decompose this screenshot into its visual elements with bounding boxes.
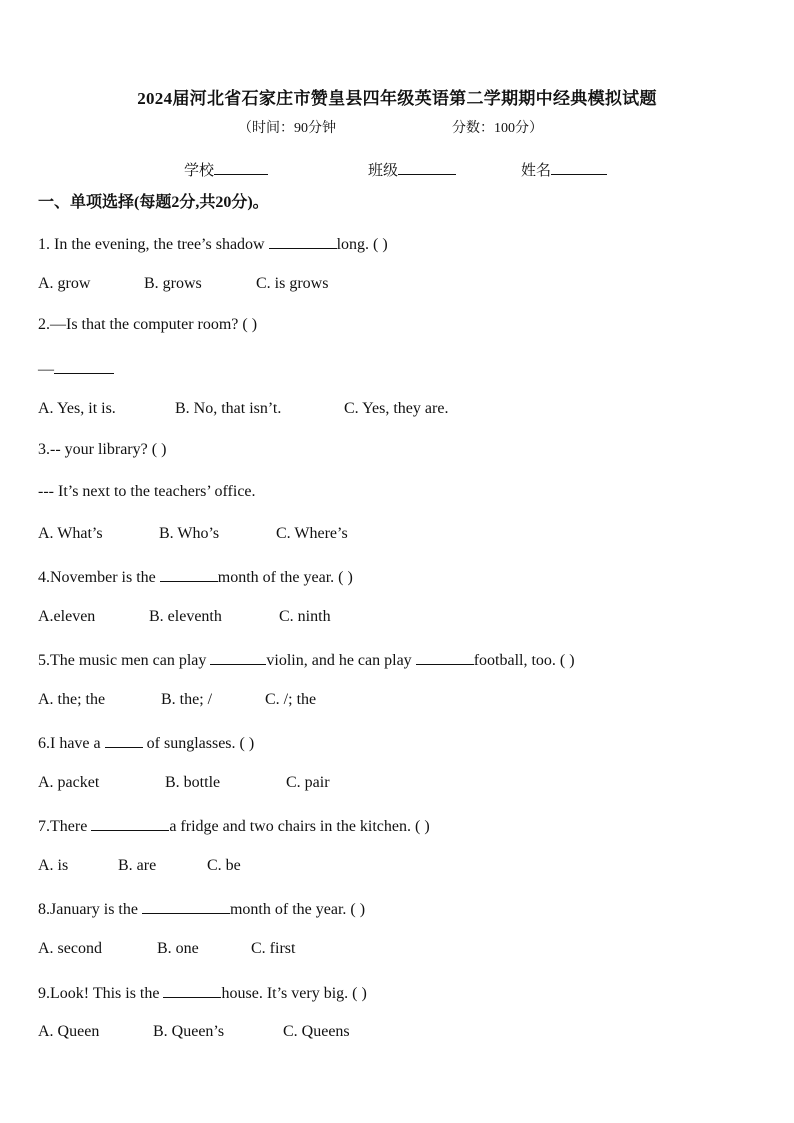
option-b[interactable]: B. are [118,857,157,874]
option-c[interactable]: C. Where’s [276,525,348,542]
question-text: 3.-- your library? ( ) [38,441,167,458]
option-a[interactable]: A. Yes, it is. [38,400,116,417]
question-text: month of the year. ( ) [229,901,366,918]
option-c[interactable]: C. Queens [283,1023,350,1040]
question-text: 2.—Is that the computer room? ( ) [38,316,258,333]
class-field[interactable] [368,159,456,180]
option-a[interactable]: A. second [38,940,102,957]
exam-score: 分数：100分） [452,121,543,136]
question-7 [38,815,430,836]
question-text: long. ( ) [336,236,388,253]
name-blank[interactable] [551,160,607,175]
question-text: house. It’s very big. ( ) [221,985,367,1002]
question-text: violin, and he can play [266,652,416,669]
question-text: of sunglasses. ( ) [142,735,255,752]
exam-time: （时间：90分钟 [238,121,336,136]
question-text: 6.I have a [38,735,105,752]
question-1 [38,233,388,254]
section-heading: 一、单项选择(每题2分,共20分)。 [38,194,269,211]
answer-blank[interactable] [160,566,218,582]
option-b[interactable]: B. eleventh [149,608,222,625]
question-2 [38,316,257,334]
class-blank[interactable] [398,160,456,175]
name-field[interactable] [521,159,607,180]
option-a[interactable]: A. is [38,857,69,874]
question-8 [38,898,365,919]
answer-blank[interactable] [269,233,337,249]
answer-blank[interactable] [142,898,230,914]
option-b[interactable]: B. the; / [161,691,213,708]
question-text: 1. In the evening, the tree’s shadow [38,236,269,253]
school-field[interactable] [184,159,268,180]
question-text: 5.The music men can play [38,652,211,669]
name-label: 姓名 [521,163,552,179]
question-text: football, too. ( ) [473,652,575,669]
option-b[interactable]: B. bottle [165,774,221,791]
question-text: month of the year. ( ) [217,569,353,586]
answer-blank[interactable] [105,732,143,748]
option-b[interactable]: B. Who’s [159,525,220,542]
option-a[interactable]: A.eleven [38,608,96,625]
question-text: 4.November is the [38,569,160,586]
exam-title: 2024届河北省石家庄市赞皇县四年级英语第二学期期中经典模拟试题 [137,89,657,108]
option-a[interactable]: A. packet [38,774,100,791]
question-4 [38,566,353,587]
question-9 [38,982,367,1003]
question-text: 9.Look! This is the [38,985,164,1002]
option-a[interactable]: A. the; the [38,691,106,708]
option-c[interactable]: C. is grows [256,275,329,292]
option-c[interactable]: C. first [251,940,296,957]
school-label: 学校 [184,163,215,179]
answer-blank[interactable] [416,649,474,665]
answer-line: --- It’s next to the teachers’ office. [38,483,256,500]
class-label: 班级 [368,163,399,179]
option-c[interactable]: C. be [207,857,241,874]
answer-blank[interactable] [54,358,114,374]
answer-blank[interactable] [163,982,221,998]
option-c[interactable]: C. Yes, they are. [344,400,449,417]
question-text: a fridge and two chairs in the kitchen. ( ) [169,818,430,835]
option-b[interactable]: B. No, that isn’t. [175,400,282,417]
question-6 [38,732,254,753]
option-b[interactable]: B. grows [144,275,202,292]
dash: — [38,361,54,378]
school-blank[interactable] [214,160,268,175]
option-b[interactable]: B. Queen’s [153,1023,225,1040]
question-text: 7.There [38,818,92,835]
option-a[interactable]: A. Queen [38,1023,100,1040]
option-c[interactable]: C. pair [286,774,330,791]
option-b[interactable]: B. one [157,940,199,957]
question-5 [38,649,575,670]
question-text: 8.January is the [38,901,142,918]
answer-blank[interactable] [91,815,169,831]
answer-line [38,358,114,379]
question-3 [38,441,166,459]
option-a[interactable]: A. grow [38,275,91,292]
answer-blank[interactable] [210,649,266,665]
option-c[interactable]: C. ninth [279,608,331,625]
option-c[interactable]: C. /; the [265,691,317,708]
option-a[interactable]: A. What’s [38,525,103,542]
